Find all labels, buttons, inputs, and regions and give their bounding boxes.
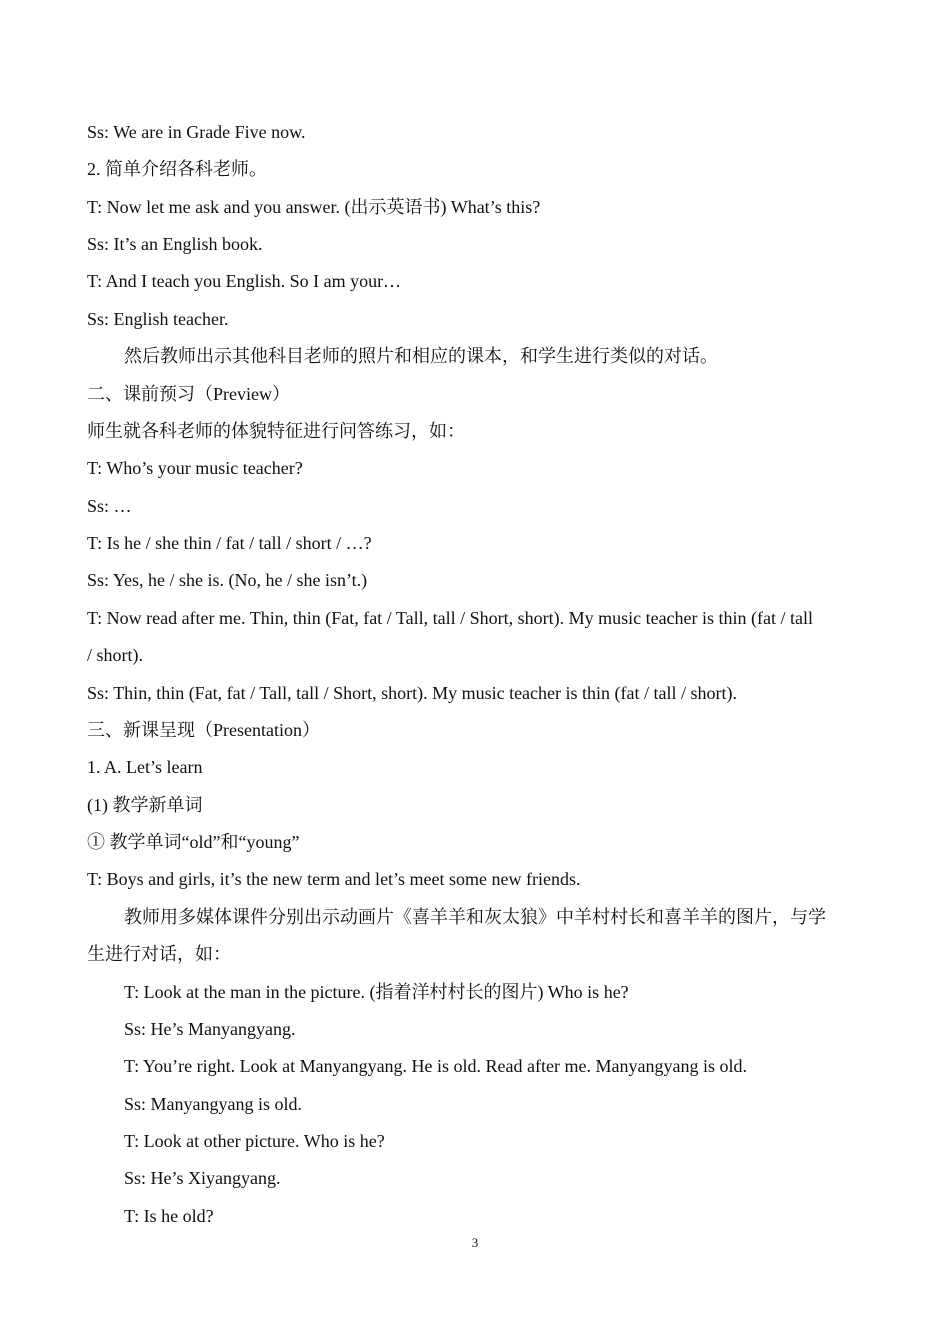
dialogue-line: T: Is he old? bbox=[124, 1206, 214, 1226]
text-line: Ss: Yes, he / she is. (No, he / she isn’t.) bbox=[87, 570, 368, 590]
text-line: Ss: Thin, thin (Fat, fat / Tall, tall / Short, short). My music teacher is thin (fat / tall / short). bbox=[87, 683, 737, 703]
text-line: 1. A. Let’s learn bbox=[87, 757, 203, 777]
section-heading: 二、课前预习（Preview） bbox=[87, 384, 290, 404]
text-line: T: Is he / she thin / fat / tall / short / …? bbox=[87, 533, 372, 553]
paragraph-line: 然后教师出示其他科目老师的照片和相应的课本，和学生进行类似的对话。 bbox=[124, 346, 718, 366]
dialogue-line: Ss: Manyangyang is old. bbox=[124, 1094, 302, 1114]
text-line: Ss: It’s an English book. bbox=[87, 234, 263, 254]
dialogue-line: Ss: He’s Manyangyang. bbox=[124, 1019, 296, 1039]
text-line: / short). bbox=[87, 645, 143, 665]
dialogue-line: Ss: He’s Xiyangyang. bbox=[124, 1168, 281, 1188]
text-line: 2. 简单介绍各科老师。 bbox=[87, 159, 267, 179]
text-line: T: Now read after me. Thin, thin (Fat, fat / Tall, tall / Short, short). My music teacher is thin (fat / tall bbox=[87, 608, 814, 628]
dialogue-line: T: Look at other picture. Who is he? bbox=[124, 1131, 385, 1151]
text-line: (1) 教学新单词 bbox=[87, 795, 203, 815]
paragraph-line: 生进行对话，如： bbox=[87, 944, 231, 964]
paragraph-line: 教师用多媒体课件分别出示动画片《喜羊羊和灰太狼》中羊村村长和喜羊羊的图片，与学 bbox=[124, 907, 826, 927]
text-line: T: Boys and girls, it’s the new term and let’s meet some new friends. bbox=[87, 869, 581, 889]
dialogue-line: T: Look at the man in the picture. (指着洋村村长的图片) Who is he? bbox=[124, 982, 629, 1002]
text-line: Ss: … bbox=[87, 496, 132, 516]
text-line: T: Who’s your music teacher? bbox=[87, 458, 303, 478]
text-line: T: Now let me ask and you answer. (出示英语书) What’s this? bbox=[87, 197, 541, 217]
dialogue-line: T: You’re right. Look at Manyangyang. He is old. Read after me. Manyangyang is old. bbox=[124, 1056, 747, 1076]
text-line: T: And I teach you English. So I am your… bbox=[87, 271, 402, 291]
text-line: Ss: We are in Grade Five now. bbox=[87, 122, 306, 142]
text-line: Ss: English teacher. bbox=[87, 309, 229, 329]
section-heading: 三、新课呈现（Presentation） bbox=[87, 720, 320, 740]
text-line: ① 教学单词“old”和“young” bbox=[87, 832, 300, 852]
page-number: 3 bbox=[471, 1235, 479, 1250]
text-line: 师生就各科老师的体貌特征进行问答练习，如： bbox=[87, 421, 465, 441]
